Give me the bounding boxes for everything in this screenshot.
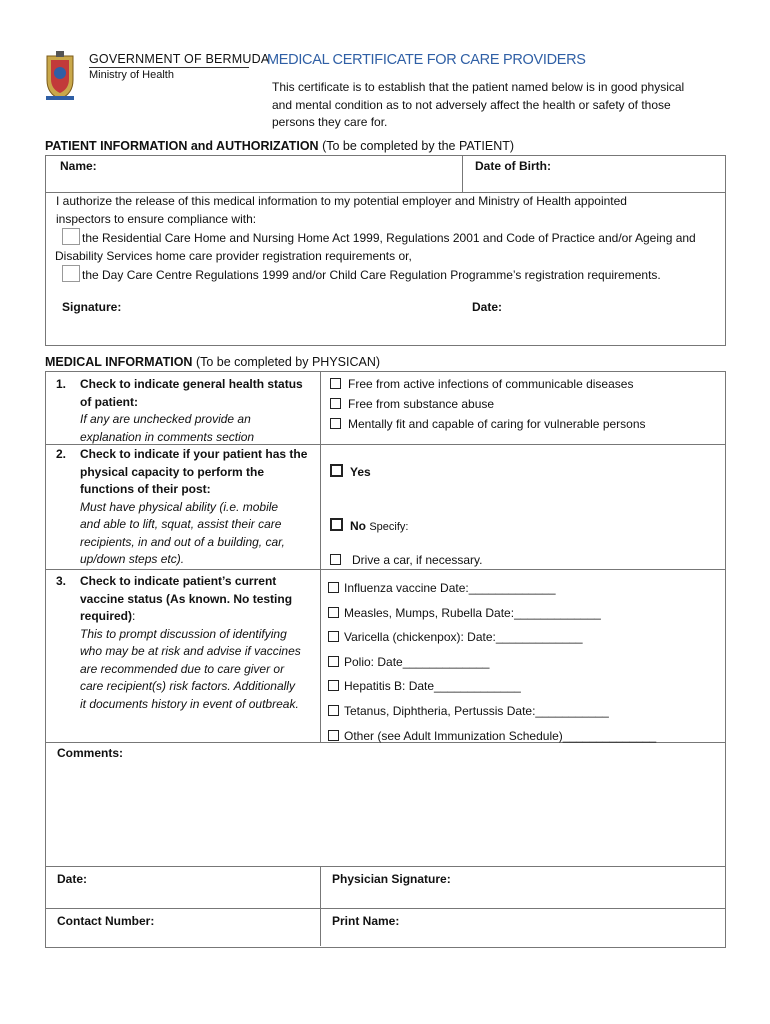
physician-date-field[interactable]: Date: — [57, 872, 88, 886]
q2-yes-label: Yes — [350, 465, 371, 479]
intro-line: This certificate is to establish that the patient named below is in good physical — [272, 80, 685, 94]
q2-drive-label: Drive a car, if necessary. — [352, 553, 483, 567]
q1-line — [56, 376, 303, 394]
patient-heading-note: (To be completed by the PATIENT) — [322, 139, 515, 153]
q3-note: This to prompt discussion of identifying — [80, 626, 287, 641]
checkbox[interactable] — [328, 631, 339, 642]
q1-text: Check to indicate general health status — [80, 377, 303, 391]
auth-option-2 — [62, 265, 696, 285]
vaccine-option[interactable] — [328, 601, 656, 626]
checkbox[interactable] — [330, 518, 343, 531]
q3-note: who may be at risk and advise if vaccines — [80, 644, 301, 658]
q2-number: 2. — [56, 447, 67, 461]
q2-drive-option[interactable] — [330, 553, 483, 567]
q3-text: required) — [80, 609, 133, 623]
intro-line: and mental condition as to not adversely affect the health or safety of those — [272, 97, 671, 112]
intro-text — [272, 79, 684, 132]
q3-text: Check to indicate patient’s current — [80, 574, 277, 588]
checkbox[interactable] — [330, 554, 341, 565]
q1-option-label: Free from substance abuse — [348, 397, 495, 411]
auth-option-1-label: the Residential Care Home and Nursing Home Act 1999, Regulations 2001 and Code of Practice and/or Ageing and — [82, 231, 696, 245]
vaccine-option[interactable] — [328, 674, 656, 699]
q2-line — [56, 446, 307, 464]
divider — [45, 569, 725, 570]
patient-section-heading — [45, 139, 514, 153]
checkbox[interactable] — [328, 582, 339, 593]
comments-field[interactable]: Comments: — [57, 746, 124, 760]
patient-signature-field[interactable]: Signature: — [62, 300, 122, 314]
q2-note: up/down steps etc). — [80, 552, 185, 566]
q1-option-label: Free from active infections of communicable diseases — [348, 377, 634, 391]
auth-option-1 — [62, 228, 696, 248]
q3-note: are recommended due to care giver or — [80, 661, 285, 676]
q1-number: 1. — [56, 377, 67, 391]
authorization-text — [56, 193, 696, 285]
contact-number-field[interactable]: Contact Number: — [57, 914, 155, 928]
q3-colon: : — [132, 609, 136, 623]
divider — [320, 371, 321, 742]
patient-dob-field[interactable]: Date of Birth: — [475, 159, 551, 173]
vaccine-label: Tetanus, Diphtheria, Pertussis Date:___________ — [344, 703, 609, 718]
q3-line: vaccine status (As known. No testing — [80, 591, 293, 606]
q2-note: Must have physical ability (i.e. mobile — [80, 499, 279, 514]
checkbox[interactable] — [330, 398, 341, 409]
q1-option[interactable] — [330, 394, 646, 414]
q3-note: it documents history in event of outbreak. — [80, 696, 299, 711]
divider — [45, 908, 725, 909]
q2-line: functions of their post: — [80, 482, 211, 496]
question-1 — [56, 376, 303, 446]
coat-of-arms-logo — [44, 50, 76, 102]
physician-signature-field[interactable]: Physician Signature: — [332, 872, 451, 886]
print-name-field[interactable]: Print Name: — [332, 914, 400, 928]
q3-line — [56, 608, 301, 626]
patient-date-field[interactable]: Date: — [472, 300, 503, 314]
vaccine-option[interactable] — [328, 650, 656, 675]
vaccine-label: Varicella (chickenpox): Date:_____________ — [344, 630, 583, 645]
auth-option-1-checkbox[interactable] — [62, 228, 80, 245]
checkbox[interactable] — [328, 730, 339, 741]
auth-option-2-label: the Day Care Centre Regulations 1999 and/or Child Care Regulation Programme’s registration requirements. — [82, 268, 661, 282]
q1-options — [330, 374, 646, 434]
vaccine-option[interactable] — [328, 724, 656, 749]
question-3 — [56, 573, 301, 713]
intro-line: persons they care for. — [272, 115, 388, 129]
patient-name-field[interactable]: Name: — [60, 159, 97, 173]
q1-note: If any are unchecked provide an — [80, 412, 251, 426]
checkbox[interactable] — [330, 418, 341, 429]
org-name: GOVERNMENT OF BERMUDA — [89, 52, 270, 66]
auth-line: I authorize the release of this medical information to my potential employer and Ministry of Health appointed — [56, 194, 627, 208]
q3-note: care recipient(s) risk factors. Additionally — [80, 679, 295, 693]
patient-heading: PATIENT INFORMATION and AUTHORIZATION — [45, 139, 319, 153]
vaccine-option[interactable] — [328, 625, 656, 650]
auth-line: inspectors to ensure compliance with: — [56, 211, 257, 226]
vaccine-label: Measles, Mumps, Rubella Date:_____________ — [344, 605, 601, 620]
page-title: MEDICAL CERTIFICATE FOR CARE PROVIDERS — [267, 52, 586, 68]
divider — [462, 155, 463, 192]
q1-option[interactable] — [330, 374, 646, 394]
medical-section-heading — [45, 355, 380, 369]
checkbox[interactable] — [330, 378, 341, 389]
question-2 — [56, 446, 307, 569]
checkbox[interactable] — [328, 607, 339, 618]
checkbox[interactable] — [328, 705, 339, 716]
q2-note: recipients, in and out of a building, car, — [80, 534, 285, 549]
q2-no-option[interactable] — [330, 518, 408, 533]
header-divider — [89, 67, 249, 68]
checkbox[interactable] — [328, 656, 339, 667]
vaccine-label: Influenza vaccine Date:_____________ — [344, 581, 556, 595]
vaccine-option[interactable] — [328, 576, 656, 601]
auth-option-1-cont: Disability Services home care provider registration requirements or, — [55, 248, 412, 263]
q3-line — [56, 573, 301, 591]
vaccine-option[interactable] — [328, 699, 656, 724]
q1-line: of patient: — [80, 394, 138, 409]
q2-no-label: No — [350, 519, 366, 533]
q3-number: 3. — [56, 574, 67, 588]
divider — [320, 866, 321, 946]
q2-text: Check to indicate if your patient has the — [80, 447, 308, 461]
medical-heading: MEDICAL INFORMATION — [45, 355, 193, 369]
q1-option-label: Mentally fit and capable of caring for vulnerable persons — [348, 417, 646, 431]
vaccine-label: Other (see Adult Immunization Schedule)______________ — [344, 728, 657, 743]
q2-specify-label: Specify: — [369, 521, 409, 533]
vaccine-label: Hepatitis B: Date_____________ — [344, 679, 521, 694]
q2-line: physical capacity to perform the — [80, 464, 265, 479]
q2-yes-option[interactable] — [330, 464, 371, 479]
q1-note: explanation in comments section — [80, 429, 255, 444]
divider — [45, 866, 725, 867]
medical-heading-note: (To be completed by PHYSICAN) — [195, 355, 381, 369]
auth-option-2-checkbox[interactable] — [62, 265, 80, 282]
q1-option[interactable] — [330, 414, 646, 434]
checkbox[interactable] — [330, 464, 343, 477]
checkbox[interactable] — [328, 680, 339, 691]
q2-note: and able to lift, squat, assist their care — [80, 517, 282, 531]
ministry-name: Ministry of Health — [89, 69, 174, 81]
q3-vaccines — [328, 576, 656, 748]
vaccine-label: Polio: Date_____________ — [344, 654, 490, 669]
